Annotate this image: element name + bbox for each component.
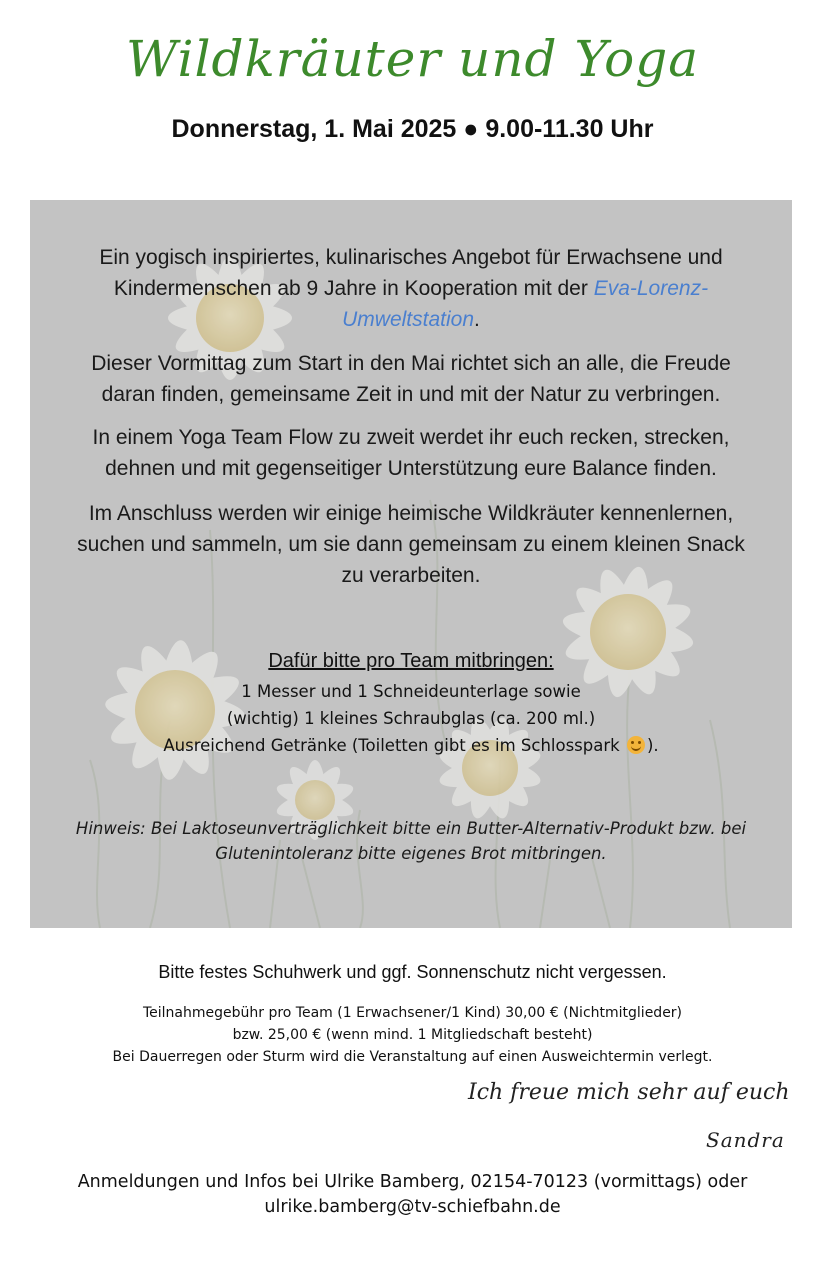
- weather-notice: Bei Dauerregen oder Sturm wird die Veranstaltung auf einen Ausweichtermin verlegt.: [112, 1049, 713, 1065]
- reminder-text: Bitte festes Schuhwerk und ggf. Sonnenschutz nicht vergessen.: [158, 962, 667, 982]
- bring-item-jar: (wichtig) 1 kleines Schraubglas (ca. 200 ml.): [226, 709, 596, 728]
- contact-email[interactable]: [0, 1197, 825, 1217]
- intro-line-2: Kindermenschen ab 9 Jahre in Kooperation mit der: [113, 277, 594, 300]
- paragraph-wild-herbs: Im Anschluss werden wir einige heimische Wildkräuter kennenlernen, suchen und sammeln, um sie dann gemeinsam zu einem kleinen Snack zu verarbeiten.: [77, 502, 745, 587]
- umweltstation-link[interactable]: Umweltstation: [342, 308, 475, 331]
- bring-item-drinks: Ausreichend Getränke (Toiletten gibt es im Schlosspark ).: [163, 736, 659, 755]
- event-date-time: Donnerstag, 1. Mai 2025 ● 9.00-11.30 Uhr: [171, 115, 654, 143]
- paragraph-start-may: Dieser Vormittag zum Start in den Mai richtet sich an alle, die Freude daran finden, gemeinsame Zeit in und mit der Natur zu verbringen.: [91, 352, 731, 406]
- paragraph-yoga-flow: In einem Yoga Team Flow zu zweit werdet ihr euch recken, strecken, dehnen und mit gegenseitiger Unterstützung eure Balance finden.: [92, 426, 730, 480]
- allergy-hint: Hinweis: Bei Laktoseunverträglichkeit bitte ein Butter-Alternativ-Produkt bzw. bei Glutenintoleranz bitte eigenes Brot mitbringen.: [75, 819, 747, 863]
- bring-item-knife: 1 Messer und 1 Schneideunterlage sowie: [241, 682, 581, 701]
- intro-line-1: Ein yogisch inspiriertes, kulinarisches Angebot für Erwachsene und: [99, 246, 723, 269]
- signature-text: Sandra: [706, 1128, 785, 1152]
- email-link[interactable]: ulrike.bamberg@tv-schiefbahn.de: [264, 1197, 561, 1217]
- fee-line-2: bzw. 25,00 € (wenn mind. 1 Mitgliedschaft besteht): [232, 1027, 593, 1043]
- page-title: Wildkräuter und Yoga: [125, 30, 700, 88]
- smiling-face-icon: [627, 736, 645, 754]
- eva-lorenz-link[interactable]: Eva-Lorenz-: [593, 277, 709, 300]
- description-panel: [30, 200, 792, 928]
- intro-paragraph: Ein yogisch inspiriertes, kulinarisches Angebot für Erwachsene und Kindermenschen ab 9 Jahre in Kooperation mit der Eva-Lorenz- Umweltstation.: [99, 246, 723, 331]
- fee-line-1: Teilnahmegebühr pro Team (1 Erwachsener/1 Kind) 30,00 € (Nichtmitglieder): [142, 1005, 683, 1021]
- contact-line-1: Anmeldungen und Infos bei Ulrike Bamberg, 02154-70123 (vormittags) oder: [77, 1172, 748, 1192]
- greeting-text: Ich freue mich sehr auf euch: [468, 1080, 790, 1105]
- bring-heading: Dafür bitte pro Team mitbringen:: [268, 650, 554, 672]
